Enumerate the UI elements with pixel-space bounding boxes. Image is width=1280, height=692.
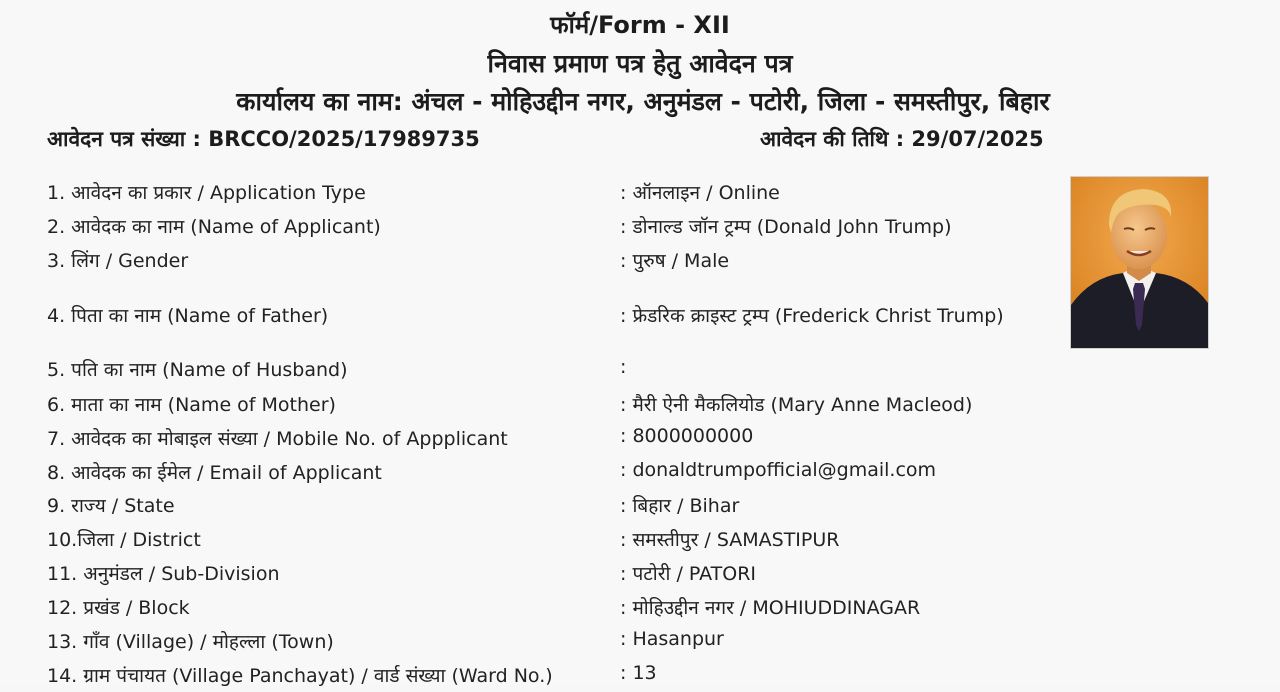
field-value: : डोनाल्ड जॉन ट्रम्प (Donald John Trump) [620,216,952,238]
field-label: 13. गाँव (Village) / मोहल्ला (Town) [47,631,334,653]
field-value: : समस्तीपुर / SAMASTIPUR [620,529,840,551]
field-label: 1. आवेदन का प्रकार / Application Type [47,182,366,204]
field-row [0,526,1040,556]
field-value: : मैरी ऐनी मैकलियोड (Mary Anne Macleod) [620,394,973,416]
field-label: 9. राज्य / State [47,495,175,517]
field-value: : फ्रेडरिक क्राइस्ट ट्रम्प (Frederick Christ Trump) [620,305,1004,327]
portrait-icon [1071,177,1208,348]
field-label: 5. पति का नाम (Name of Husband) [47,359,348,381]
field-label: 3. लिंग / Gender [47,250,189,272]
field-label: 12. प्रखंड / Block [47,597,190,619]
field-value: : पुरुष / Male [620,250,730,272]
form-number: फॉर्म/Form - XII [550,11,730,39]
field-label: 7. आवेदक का मोबाइल संख्या / Mobile No. of Appplicant [47,428,508,450]
field-row [0,247,1040,277]
field-label: 4. पिता का नाम (Name of Father) [47,305,329,327]
field-value: : पटोरी / PATORI [620,563,757,585]
field-value: : 8000000000 [620,425,754,447]
field-value: : बिहार / Bihar [620,495,740,517]
field-value: : [620,356,627,378]
application-number: आवेदन पत्र संख्या : BRCCO/2025/17989735 [47,127,480,151]
field-label: 6. माता का नाम (Name of Mother) [47,394,336,416]
field-row [0,391,1040,421]
field-row [0,356,1040,386]
field-row [0,179,1040,209]
field-value: : Hasanpur [620,628,724,650]
field-value: : मोहिउद्दीन नगर / MOHIUDDINAGAR [620,597,921,619]
field-row [0,662,1040,692]
field-label: 8. आवेदक का ईमेल / Email of Applicant [47,462,382,484]
field-row [0,628,1040,658]
field-row [0,302,1040,332]
field-label: 2. आवेदक का नाम (Name of Applicant) [47,216,381,238]
field-label: 11. अनुमंडल / Sub-Division [47,563,280,585]
field-row [0,594,1040,624]
document-title: निवास प्रमाण पत्र हेतु आवेदन पत्र [487,49,793,78]
applicant-photo [1071,177,1208,348]
field-label: 10.जिला / District [47,529,201,551]
office-name: कार्यालय का नाम: अंचल - मोहिउद्दीन नगर, अनुमंडल - पटोरी, जिला - समस्तीपुर, बिहार [236,87,1050,116]
field-row [0,492,1040,522]
field-label: 14. ग्राम पंचायत (Village Panchayat) / वार्ड संख्या (Ward No.) [47,665,553,687]
field-value: : 13 [620,662,657,684]
field-row [0,459,1040,489]
field-row [0,425,1040,455]
field-row [0,560,1040,590]
application-date: आवेदन की तिथि : 29/07/2025 [760,127,1044,151]
field-row [0,213,1040,243]
field-value: : donaldtrumpofficial@gmail.com [620,459,937,481]
field-value: : ऑनलाइन / Online [620,182,780,204]
